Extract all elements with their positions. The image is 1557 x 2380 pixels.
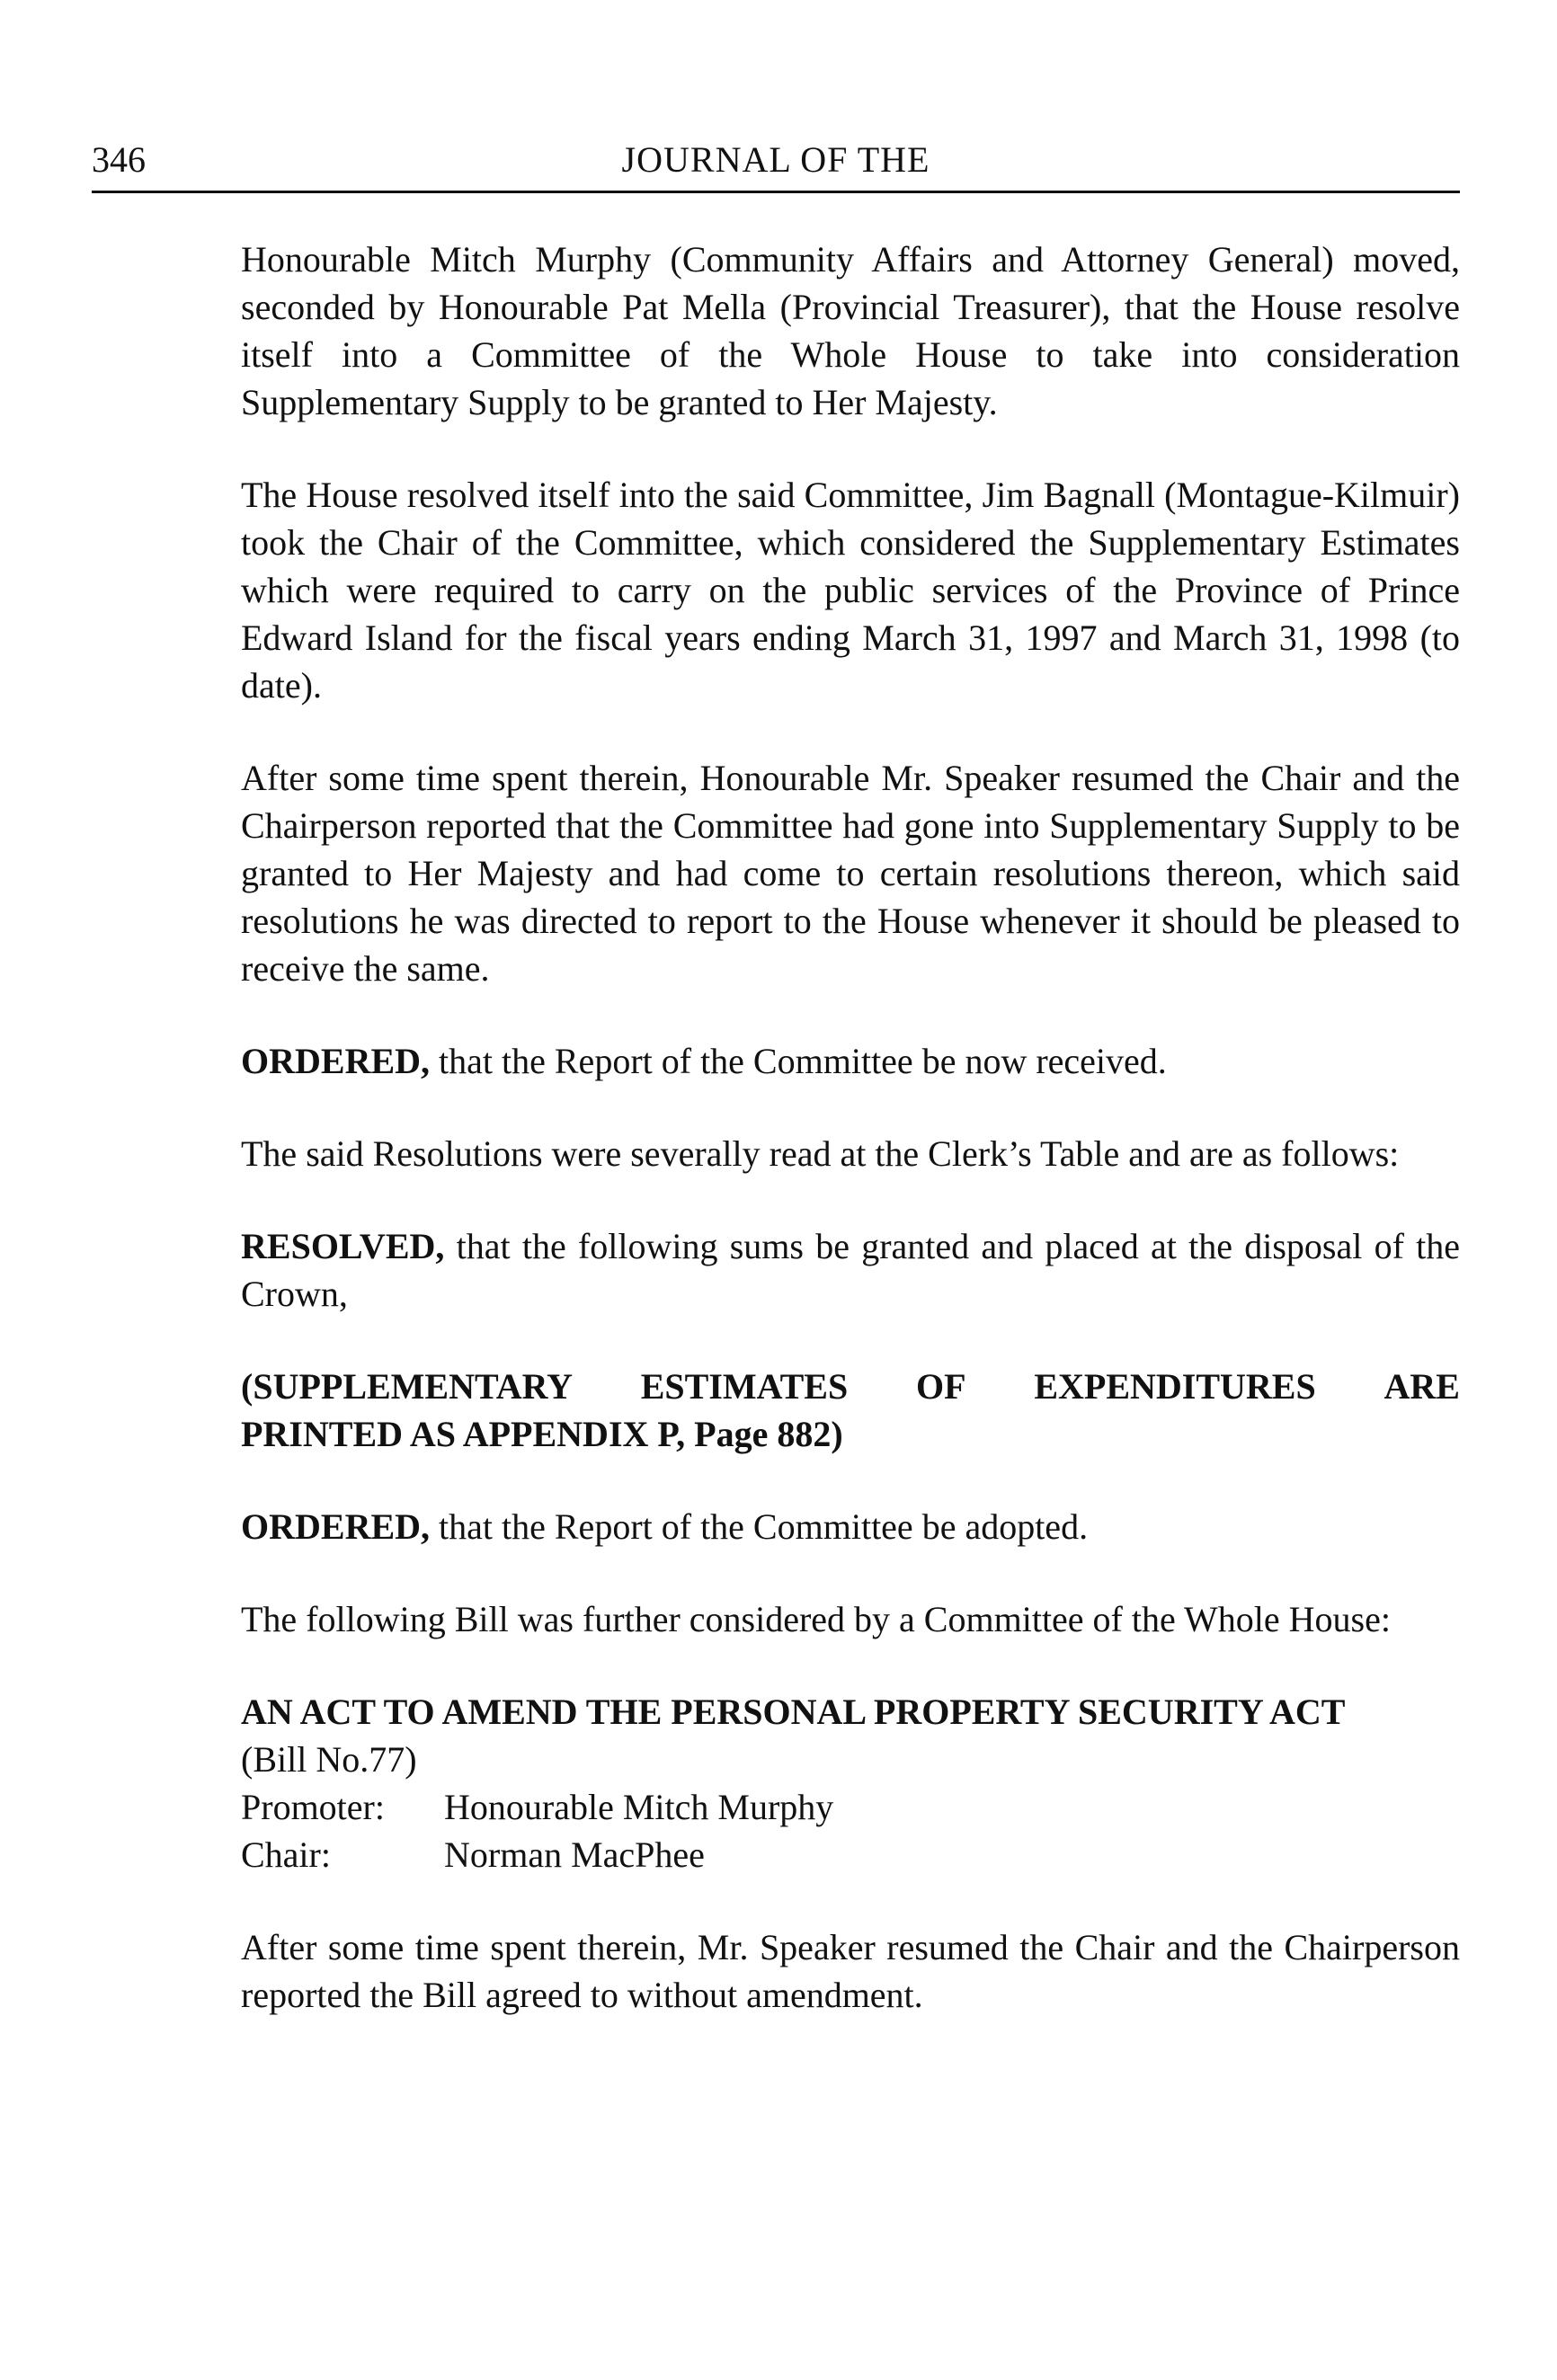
motion-paragraph: Honourable Mitch Murphy (Community Affairs and Attorney General) moved, seconded by Honourable Pat Mella (Provincial Treasurer), that the House resolve itself into a Committee of the Whole House to take into consideration Supplementary Supply to be granted to Her Majesty.	[241, 239, 1460, 422]
page-number: 346	[92, 139, 146, 180]
resolved-paragraph	[241, 1222, 1460, 1318]
appendix-word: OF	[915, 1366, 966, 1407]
promoter-label: Promoter:	[241, 1787, 385, 1827]
resolved-keyword: RESOLVED,	[241, 1226, 445, 1266]
bill-considered-paragraph: The following Bill was further considered by a Committee of the Whole House:	[241, 1599, 1391, 1639]
chair-row	[241, 1831, 1460, 1878]
ordered-adopted-paragraph	[241, 1503, 1460, 1550]
ordered-keyword: ORDERED,	[241, 1506, 431, 1547]
chair-value: Norman MacPhee	[444, 1834, 705, 1875]
promoter-value: Honourable Mitch Murphy	[444, 1787, 834, 1827]
ordered-received-paragraph	[241, 1037, 1460, 1085]
appendix-note	[241, 1363, 1460, 1458]
promoter-row	[241, 1783, 1460, 1831]
journal-body	[241, 235, 1460, 2019]
appendix-word: ESTIMATES	[640, 1366, 849, 1407]
appendix-line-2: PRINTED AS APPENDIX P, Page 882)	[241, 1414, 843, 1454]
report-paragraph: After some time spent therein, Honourable Mr. Speaker resumed the Chair and the Chairperson reported that the Committee had gone into Supplementary Supply to be granted to Her Majesty and had come to certain resolutions thereon, which said resolutions he was directed to report to the House whenever it should be pleased to receive the same.	[241, 758, 1460, 989]
resolutions-read-paragraph: The said Resolutions were severally read at the Clerk’s Table and are as follows:	[241, 1133, 1400, 1174]
running-head	[92, 133, 1460, 187]
header-rule	[92, 191, 1460, 193]
ordered-text: that the Report of the Committee be now received.	[430, 1041, 1167, 1081]
ordered-keyword: ORDERED,	[241, 1041, 431, 1081]
committee-paragraph: The House resolved itself into the said Committee, Jim Bagnall (Montague-Kilmuir) took the Chair of the Committee, which considered the Supplementary Estimates which were required to carry on the public services of the Province of Prince Edward Island for the fiscal years ending March 31, 1997 and March 31, 1998 (to date).	[241, 475, 1460, 706]
bill-number: (Bill No.77)	[241, 1739, 417, 1780]
bill-block	[241, 1688, 1460, 1878]
appendix-line-1	[241, 1363, 1460, 1410]
chair-label: Chair:	[241, 1834, 331, 1875]
bill-agreed-paragraph: After some time spent therein, Mr. Speaker resumed the Chair and the Chairperson reported the Bill agreed to without amendment.	[241, 1927, 1460, 2015]
bill-title: AN ACT TO AMEND THE PERSONAL PROPERTY SECURITY ACT	[241, 1692, 1346, 1732]
appendix-word: EXPENDITURES	[1034, 1366, 1316, 1407]
appendix-word: (SUPPLEMENTARY	[241, 1366, 573, 1407]
resolved-text: that the following sums be granted and placed at the disposal of the Crown,	[241, 1226, 1460, 1314]
appendix-word: ARE	[1384, 1366, 1460, 1407]
journal-title: JOURNAL OF THE	[621, 139, 930, 180]
ordered-text: that the Report of the Committee be adopted.	[430, 1506, 1089, 1547]
